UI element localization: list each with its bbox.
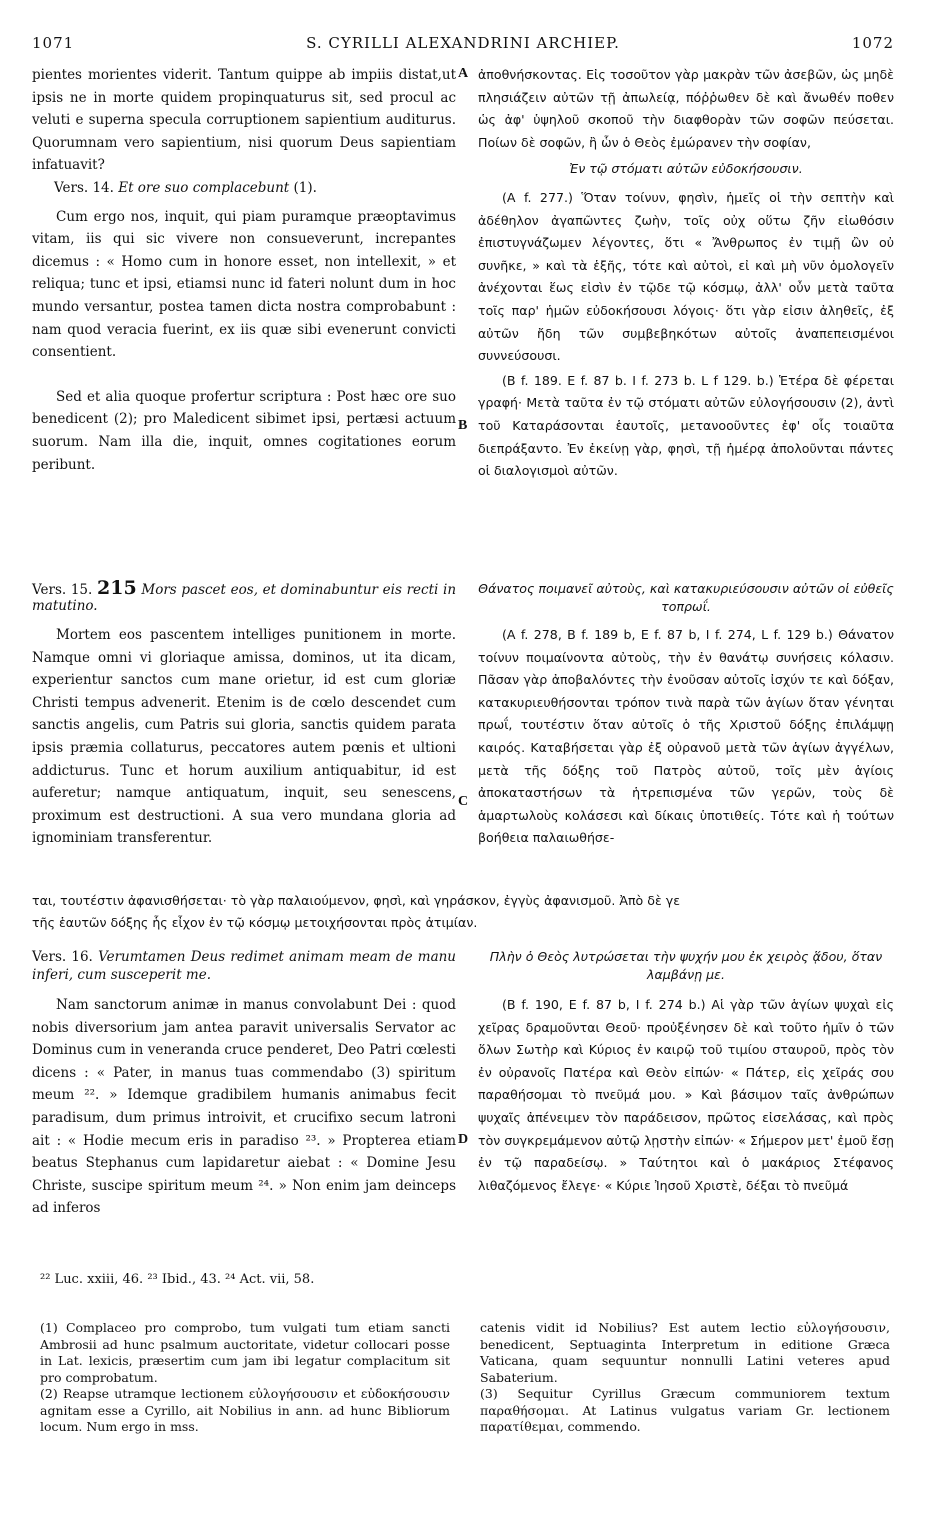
- greek-paragraph: ἀποθνήσκοντας. Εἰς τοσοῦτον γὰρ μακρὰν τῶν ἀσεβῶν, ὡς μηδὲ πλησιάζειν αὐτῶν τῇ ἀπωλείᾳ, πόῤῥωθεν δὲ καὶ ἄνωθέν ποθεν ὡς ἀφ' ὑψηλοῦ σκοποῦ τὴν διαφθορὰν τῶν σοφῶν πεύσεται. Ποίων δὲ σοφῶν, ἢ ὧν ὁ Θεὸς ἐμώρανεν τὴν σοφίαν,: [478, 67, 894, 150]
- greek-block-3: [478, 948, 894, 1197]
- latin-block-2: [32, 577, 457, 850]
- footnotes-right: catenis vidit id Nobilius? Est autem lectio εὐλογήσουσιν, benedicent, Septuaginta Interpretum in editione Græca Vaticana, quam sequuntur nonnulli Latini veteres apud Sabaterium. (3) Sequitur Cyrillus Græcum communiorem textum παραθήσομαι. At Latinus vulgatus variam Gr. lectionem παρατίθεμαι, commendo.: [480, 1320, 890, 1434]
- greek-verse-heading: Θάνατος ποιμανεῖ αὐτοὺς, καὶ κατακυριεύσουσιν αὐτῶν οἱ εὐθεῖς τοπρωΐ.: [478, 581, 894, 614]
- margin-letter-b: B: [458, 418, 468, 433]
- page-number-right: 1072: [851, 34, 894, 52]
- greek-paragraph: (A f. 277.) Ὅταν τοίνυν, φησὶν, ἡμεῖς οἱ τὴν σεπτὴν καὶ ἀδέθηλον ἀγαπῶντες ζωὴν, τοῖς οὐχ οὕτω ζῆν εἰωθόσιν ἐπιστυγνάζωμεν λέγοντες, ὅτι « Ἄνθρωπος ἐν τιμῇ ὢν οὐ συνῆκε, » καὶ τὰ ἑξῆς, τότε καὶ αὐτοὶ, εἰ καὶ μὴ νῦν ὁμολογεῖν ἀνέχονται ἕως εἰσὶν ἐν τῷδε τῷ κόσμῳ, ἀλλ' οὖν μετὰ ταῦτα τοῖς παρ' ἡμῶν εὐδοκήσουσι λόγοις· ὅτι γὰρ εἰσιν ἀληθεῖς, ἐξ αὐτῶν ἤδη τῶν συμβεβηκότων αὐτοῖς ἀναπεπεισμένοι συννεύσουσι.: [478, 189, 894, 364]
- latin-paragraph: Cum ergo nos, inquit, qui piam puramque præoptavimus vitam, iis qui sic vivere non consueverunt, increpantes dicemus : « Homo cum in honore esset, non intellexit, » et reliqua; tunc et ipsi, etiamsi nunc id fateri nolunt dum in hoc mundo versantur, postea tamen dicta nostra comprobabunt : nam quod veracia fuerint, ex iis quæ sibi evenerunt convicti consentient.: [32, 208, 456, 361]
- verse-label: Vers. 15.: [32, 582, 93, 598]
- latin-block-3: [32, 948, 456, 1220]
- running-title: S. CYRILLI ALEXANDRINI ARCHIEP.: [306, 34, 620, 52]
- verse-text: Verumtamen Deus redimet animam meam de manu inferi, cum susceperit me.: [32, 949, 457, 983]
- margin-letter-c: C: [458, 794, 469, 809]
- verse-heading-16: [32, 948, 456, 984]
- verse-heading-14: [32, 177, 456, 200]
- verse-label: Vers. 14.: [54, 179, 114, 196]
- footnotes-left: (1) Complaceo pro comprobo, tum vulgati tum etiam sancti Ambrosii ad hunc psalmum auctoritate, videtur collocari posse in Lat. lexicis, præsertim cum jam ibi legatur complacitum sit pro comprobatum. (2) Reapse utramque lectionem εὐλογήσουσιν et εὐδοκήσουσιν agnitam esse a Cyrillo, ait Nobilius in ann. ad hunc Bibliorum locum. Num ergo in mss.: [40, 1320, 450, 1434]
- latin-paragraph: Sed et alia quoque profertur scriptura : Post hæc ore suo benedicent (2); pro Maledicent sibimet ipsi, pertæsi actuum suorum. Nam illa die, inquit, omnes cogitationes eorum peribunt.: [32, 388, 456, 473]
- greek-block-2: [478, 580, 894, 850]
- page-header: [32, 34, 894, 56]
- greek-paragraph: (B f. 190, E f. 87 b, I f. 274 b.) Αἱ γὰρ τῶν ἁγίων ψυχαὶ εἰς χεῖρας δραμοῦνται Θεοῦ· προὐξένησεν δὲ καὶ τοῦτο ἡμῖν ὁ τῶν ὅλων Σωτὴρ καὶ Κύριος ἐν καιρῷ τοῦ τιμίου σταυροῦ, πρὸς τὸν ἐν οὐρανοῖς Πατέρα καὶ Θεὸν εἰπών· « Πάτερ, εἰς χεῖράς σου παραθήσομαι τὸ πνεῦμά μου. » Καὶ βάσιμον ταῖς ἀνθρώπων ψυχαῖς ἀπένειμεν τὸν παράδεισον, πρῶτος εἰσελάσας, καὶ πρὸς τὸν συγκρεμάμενον αὐτῷ λῃστὴν εἰπών· « Σήμερον μετ' ἐμοῦ ἔσῃ ἐν τῷ παραδείσῳ. » Ταύτητοι καὶ ὁ μακάριος Στέφανος λιθαζόμενος ἔλεγε· « Κύριε Ἰησοῦ Χριστὲ, δέξαι τὸ πνεῦμά: [478, 997, 894, 1193]
- column-number: 215: [97, 577, 137, 599]
- greek-paragraph: (A f. 278, B f. 189 b, E f. 87 b, I f. 274, L f. 129 b.) Θάνατον τοίνυν ποιμαίνοντα αὐτοὺς, τὴν ἐν θανάτῳ συνήσεις κόλασιν. Πᾶσαν γὰρ ἀποβαλόντες τὴν ἐνοῦσαν αὐτοῖς ἰσχύν τε καὶ δόξαν, κατακυριευθήσονται τρόπον τινὰ παρὰ τῶν ἁγίων ὅταν γένηται πρωΐ, τουτέστιν ὅταν αὐτοῖς ὁ τῆς Χριστοῦ δόξης ἐπιλάμψῃ καιρός. Καταβήσεται γὰρ ἐξ οὐρανοῦ μετὰ τῶν ἁγίων ἀγγέλων, μετὰ τῆς δόξης τοῦ Πατρὸς αὐτοῦ, τοῖς μὲν ἁγίοις ἀποκαταστήσων τὰ ἡτρεπισμένα τῶν γερῶν, τοὺς δὲ ἁμαρτωλοὺς κολάσεσι καὶ δίκαις ὑποτιθείς. Τότε καὶ ἡ τούτων βοήθεια παλαιωθήσε-: [478, 627, 894, 846]
- verse-text: Mors pascet eos, et dominabuntur eis recti in matutino.: [32, 582, 457, 614]
- greek-paragraph: (B f. 189. E f. 87 b. I f. 273 b. L f 129. b.) Ἑτέρα δὲ φέρεται γραφή· Μετὰ ταῦτα ἐν τῷ στόματι αὐτῶν εὐλογήσουσιν (2), ἀντὶ τοῦ Καταράσονται ἑαυτοῖς, μετανοοῦντες ἐφ' οἷς τοιαῦτα διεπράξαντο. Ἐν ἐκείνῃ γὰρ, φησὶ, τῇ ἡμέρᾳ ἀπολοῦνται πάντες οἱ διαλογισμοὶ αὐτῶν.: [478, 372, 894, 479]
- verse-heading-15: [32, 577, 457, 614]
- latin-paragraph: Nam sanctorum animæ in manus convolabunt Dei : quod nobis diversorium jam antea paravit universalis Servator ac Dominus cum in veneranda cruce penderet, Deo Patri cœlesti dicens : « Pater, in manus tuas commendabo (3) spiritum meum ²². » Idemque gradibilem humanis animabus fecit paradisum, dum primus introivit, et crucifixo secum latroni ait : « Hodie mecum eris in paradiso ²³. » Propterea etiam beatus Stephanus cum lapidaretur aiebat : « Domine Jesu Christe, suscipe spiritum meum ²⁴. » Non enim jam deinceps ad inferos: [32, 997, 456, 1217]
- greek-spanning-line: ται, τουτέστιν ἀφανισθήσεται· τὸ γὰρ παλαιούμενον, φησὶ, καὶ γηράσκον, ἐγγὺς ἀφανισμοῦ. Ἀπὸ δὲ γε: [32, 893, 681, 908]
- greek-block-1: [478, 64, 894, 483]
- greek-verse-heading: Ἐν τῷ στόματι αὐτῶν εὐδοκήσουσιν.: [569, 161, 803, 177]
- scripture-references: ²² Luc. xxiii, 46. ²³ Ibid., 43. ²⁴ Act. vii, 58.: [40, 1272, 315, 1287]
- verse-text: Et ore suo complacebunt: [118, 179, 290, 196]
- greek-verse-heading: Πλὴν ὁ Θεὸς λυτρώσεται τὴν ψυχήν μου ἐκ χειρὸς ᾅδου, ὅταν λαμβάνῃ με.: [489, 949, 883, 982]
- verse-label: Vers. 16.: [32, 949, 93, 965]
- greek-spanning-line: τῆς ἑαυτῶν δόξης ἧς εἶχον ἐν τῷ κόσμῳ μετοιχήσονται πρὸς ἀτιμίαν.: [32, 915, 478, 930]
- page-number-left: 1071: [32, 34, 75, 52]
- footnote-ref: (1).: [293, 179, 317, 196]
- latin-paragraph: Mortem eos pascentem intelliges punitionem in morte. Namque omni vi gloriaque amissa, dominos, ut ita dicam, experientur sanctos cum mane orietur, id est cum gloriæ Christi tempus advenerit. Etenim is de cœlo descendet cum sanctis angelis, cum Patris sui gloria, sanctis quidem parata ipsis præmia collaturus, peccatores autem pœnis et ultioni addicturus. Tunc et horum auxilium antiquabitur, id est auferetur; namque antiquatum, inquit, seu senescens, proximum est destructioni. A sua vero mundana gloria ad ignominiam transferentur.: [32, 627, 456, 847]
- margin-letter-d: D: [458, 1132, 469, 1147]
- latin-block-1: [32, 64, 456, 476]
- margin-letter-a: A: [458, 66, 469, 81]
- latin-paragraph: pientes morientes viderit. Tantum quippe ab impiis distat,ut ipsis ne in morte quidem propinquaturus sit, sed procul ac veluti e superna specula corruptionem sapientium auditurus. Quorumnam vero sapientium, nisi quorum Deus sapientiam infatuavit?: [32, 67, 456, 174]
